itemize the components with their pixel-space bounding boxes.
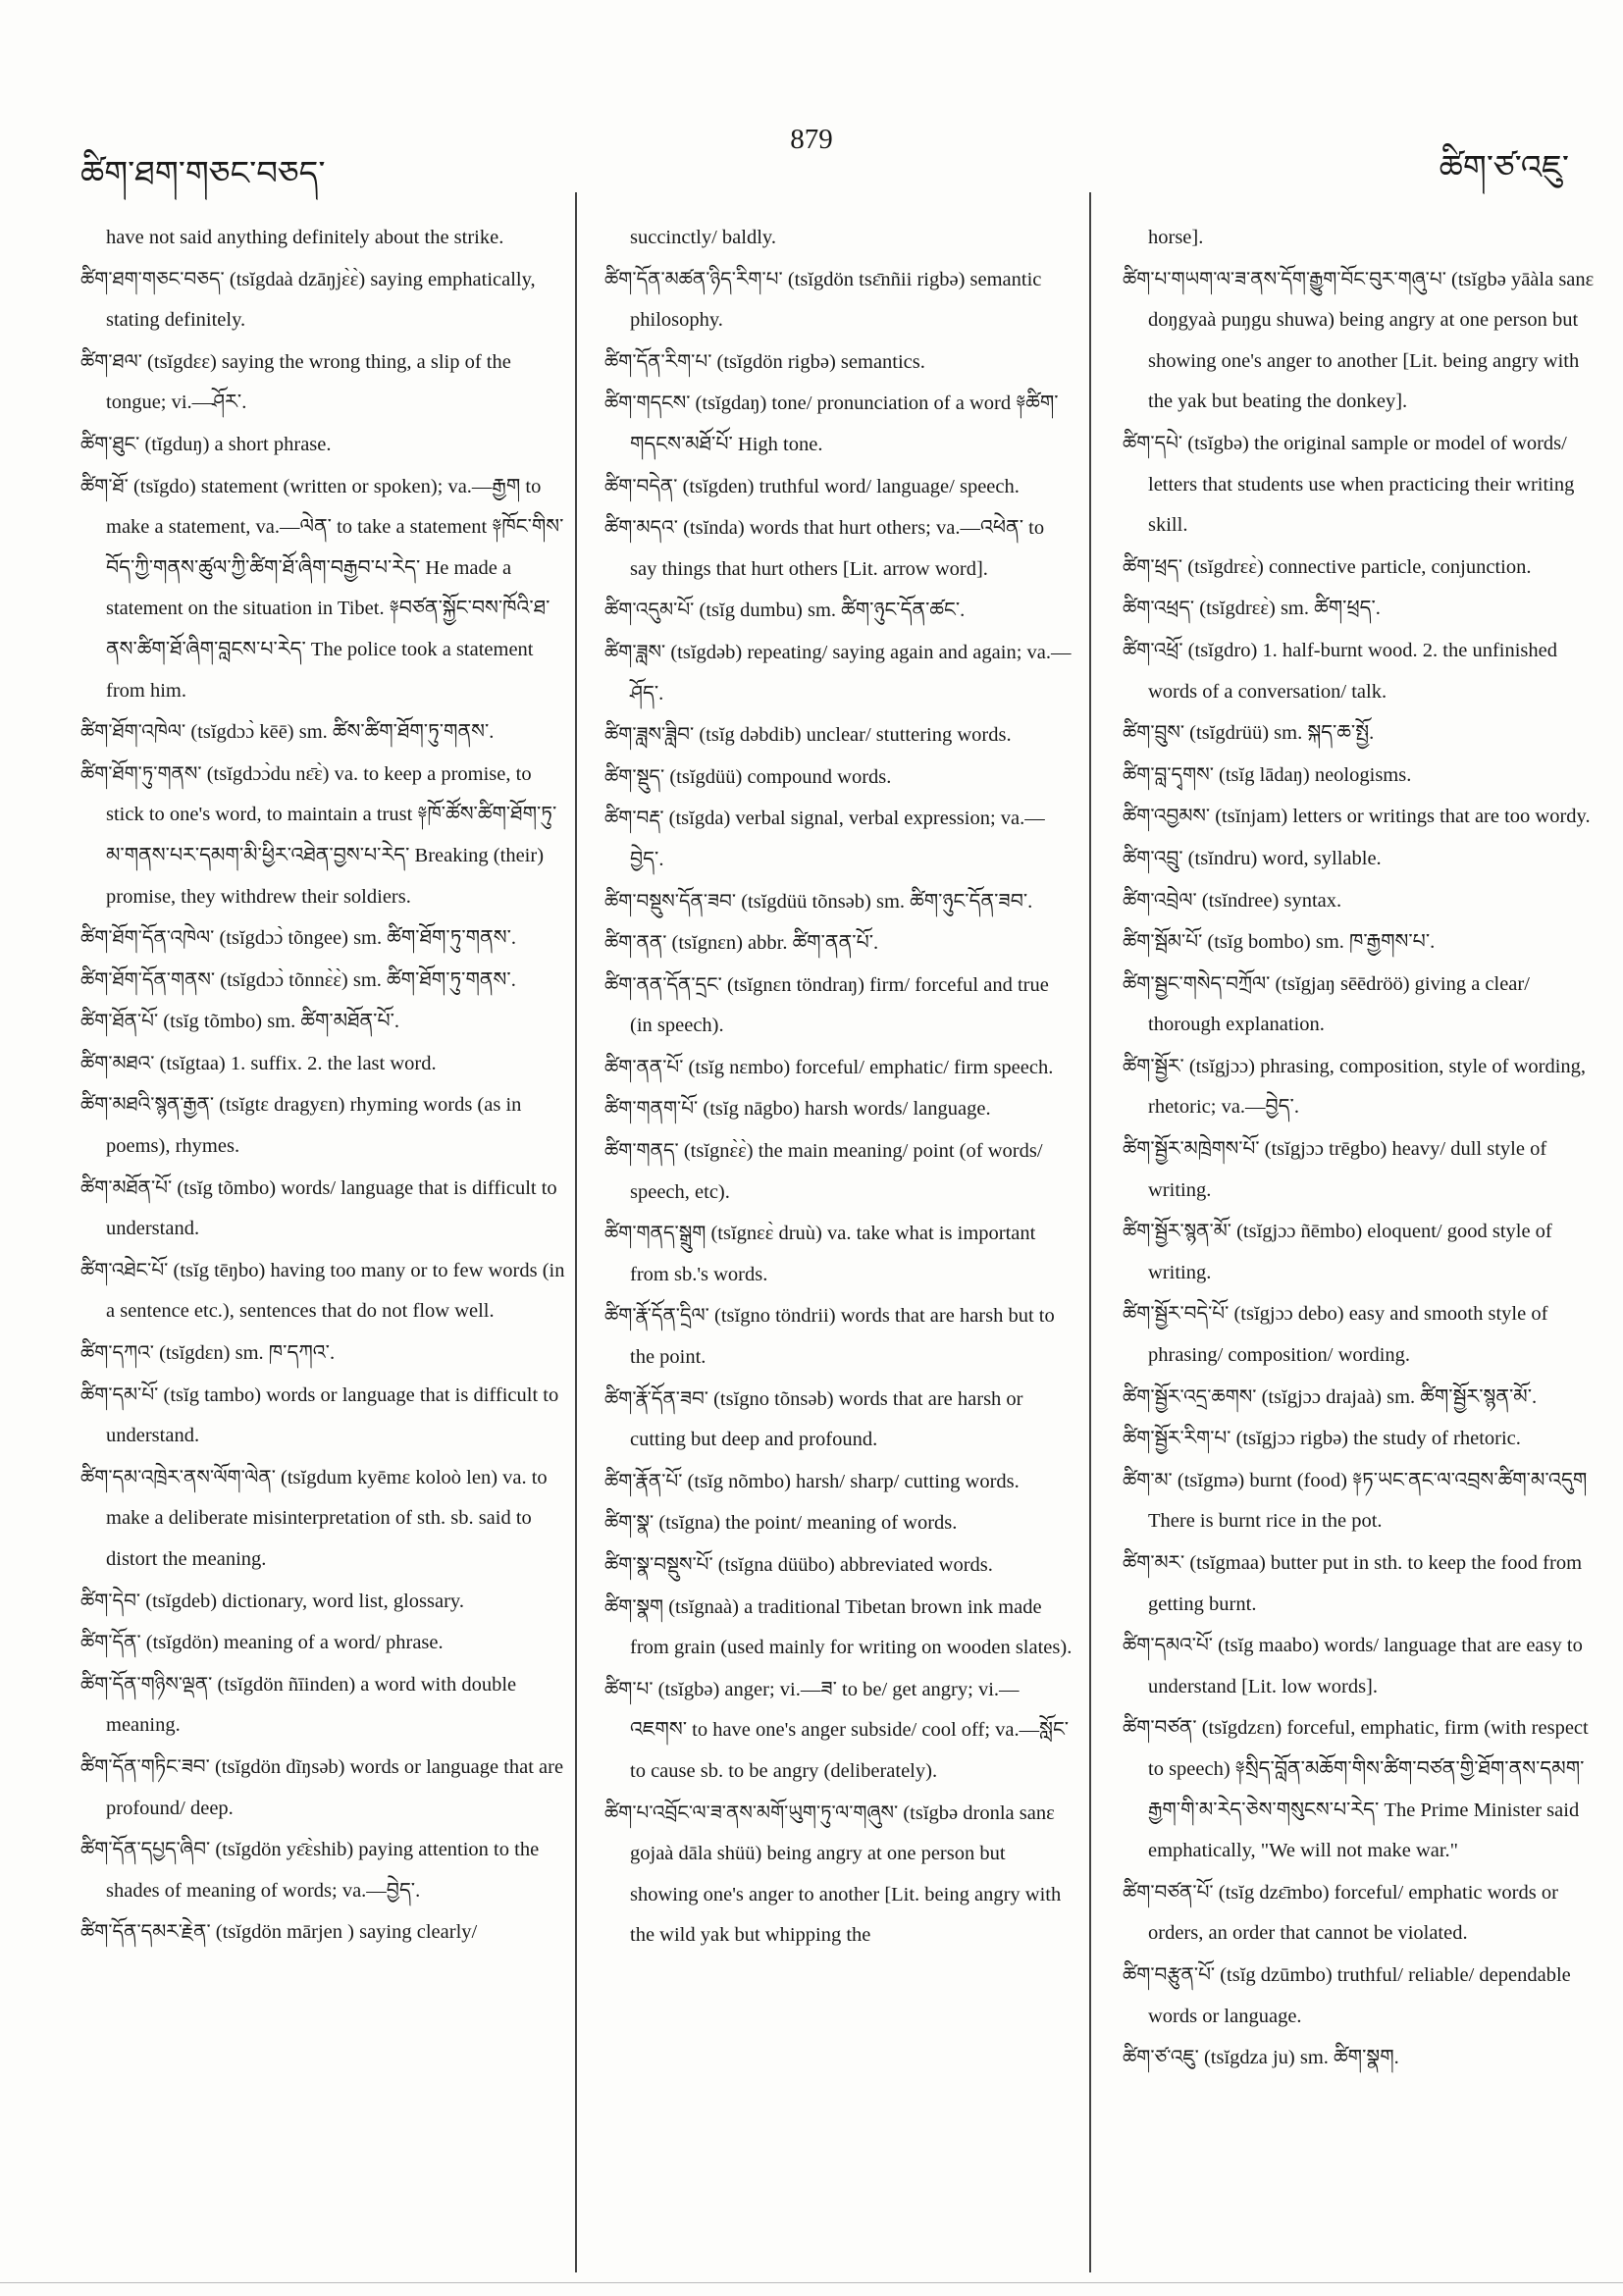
- entry-headword: ཚིག་འཕྲད་: [1123, 596, 1195, 620]
- page-number: 879: [790, 124, 833, 155]
- entry-headword: ཚིག་ཙ་འཇུ་: [1123, 2045, 1199, 2069]
- dictionary-entry: [604, 1793, 1073, 1957]
- entry-definition: (tsĭgdza ju) sm. ཚིག་སྣག.: [1198, 2047, 1399, 2069]
- dictionary-entry: [604, 1587, 1073, 1669]
- entry-definition: (tsĭgdüü) compound words.: [664, 765, 892, 788]
- entry-definition: (tsĭgda) verbal signal, verbal expression; va.—བྱེད་.: [630, 808, 1045, 870]
- dictionary-entry: [604, 798, 1073, 880]
- entry-definition: (tsĭgdön rigbə) semantics.: [711, 350, 925, 373]
- entry-definition: (tsĭg nāgbo) harsh words/ language.: [698, 1098, 991, 1121]
- dictionary-entry: [604, 922, 1073, 965]
- entry-headword: ཚིག་སྦྱོར་: [1123, 1053, 1184, 1077]
- dictionary-entry: [80, 466, 567, 712]
- entry-headword: ཚིག་མ་: [1123, 1467, 1173, 1491]
- entry-definition: (tsĭgjɔɔ rigbə) the study of rhetoric.: [1230, 1428, 1521, 1450]
- entry-definition: (tsĭnjam) letters or writings that are too wordy.: [1210, 806, 1591, 828]
- dictionary-entry: [1123, 755, 1599, 797]
- entry-headword: ཚིག་དོན་རིག་པ་: [604, 348, 712, 373]
- entry-headword: ཚིག་བྲུས་: [1123, 720, 1185, 745]
- entry-headword: ཚིག་རྣོ་དོན་དྲིལ་: [604, 1303, 709, 1328]
- dictionary-entry: [1123, 423, 1599, 547]
- dictionary-entry: [1123, 218, 1599, 259]
- entry-headword: ཚིག་སྦྱོར་འདྲ་ཆགས་: [1123, 1383, 1257, 1408]
- entry-definition: (tsĭgjɔɔ) phrasing, composition, style of wording, rhetoric; va.—བྱེད་.: [1148, 1055, 1587, 1119]
- entry-headword: ཚིག་ཐོག་ཏུ་གནས་: [80, 760, 202, 785]
- entry-headword: ཚིག་གནད་སྒྲུག: [604, 1221, 707, 1245]
- entry-headword: ཚིག་མཐའི་སྙན་རྒྱན་: [80, 1092, 215, 1117]
- entry-headword: ཚིག་རྣོ་དོན་ཟབ་: [604, 1385, 708, 1410]
- entry-headword: ཚིག་སྦྱོར་སྙན་མོ་: [1123, 1219, 1231, 1243]
- entry-definition: (tsĭgdum kyēmɛ koloò len) va. to make a deliberate misinterpretation of sth. sb. said to distort the meaning.: [106, 1466, 548, 1570]
- entry-headword: ཚིག་ཐོག་དོན་འཁེལ་: [80, 925, 215, 950]
- dictionary-entry: [1123, 1418, 1599, 1460]
- entry-definition: (tsĭgbə) anger; vi.—ཟ་ to be/ get angry; vi.—འཇགས་ to have one's anger subside/ cool off; va.—སློང་ to cause sb. to be angry (deliberately).: [630, 1678, 1070, 1782]
- column-2: [604, 218, 1073, 2267]
- entry-headword: ཚིག་འབྲུ་: [1123, 845, 1183, 869]
- entry-definition: (tsĭnda) words that hurt others; va.—འཕེན་ to say things that hurt others [Lit. arrow word].: [630, 517, 1045, 580]
- dictionary-entry: [604, 218, 1073, 259]
- dictionary-entry: [80, 1747, 567, 1829]
- entry-headword: ཚིག་བདེན་: [604, 473, 678, 497]
- entry-headword: ཚིག་པ་གཡག་ལ་ཟ་ནས་དོག་རྒྱུག་བོང་བུར་གཞུ་པ་: [1123, 266, 1446, 290]
- entry-headword: ཚིག་ཐལ་: [80, 348, 142, 373]
- entry-definition: (tsĭgdön ñīinden) a word with double meaning.: [106, 1673, 517, 1737]
- dictionary-entry: [1123, 964, 1599, 1046]
- dictionary-entry: [604, 965, 1073, 1047]
- entry-headword: ཚིག་པ་འབྲོང་ལ་ཟ་ནས་མགོ་ཡུག་ཏུ་ལ་གཞུས་: [604, 1800, 899, 1824]
- entry-headword: ཚིག་ཐོ་: [80, 473, 129, 497]
- entry-headword: ཚིག་སྣག: [604, 1593, 664, 1618]
- entry-definition: (tsĭgjɔɔ debo) easy and smooth style of phrasing/ composition/ wording.: [1148, 1303, 1548, 1367]
- dictionary-entry: [604, 1130, 1073, 1213]
- dictionary-entry: [80, 1581, 567, 1623]
- entry-definition: have not said anything definitely about the strike.: [106, 227, 504, 248]
- entry-headword: ཚིག་དོན་གཏིང་ཟབ་: [80, 1753, 210, 1778]
- dictionary-entry: [604, 1669, 1073, 1793]
- entry-headword: ཚིག་གདངས་: [604, 391, 691, 415]
- entry-definition: (tsĭgden) truthful word/ language/ speech.: [677, 475, 1020, 497]
- entry-definition: (tsĭg nɛmbo) forceful/ emphatic/ firm speech.: [683, 1056, 1054, 1078]
- entry-headword: ཚིག་ཟླས་: [604, 639, 666, 663]
- column-1: [80, 218, 567, 2267]
- entry-definition: (tsĭgnɛn töndraŋ) firm/ forceful and true (in speech).: [630, 973, 1049, 1037]
- entry-headword: ཚིག་དོན་དམར་རྗེན་: [80, 1919, 211, 1944]
- entry-definition: (tsĭgdəb) repeating/ saying again and again; va.—ཤོད་.: [630, 641, 1072, 704]
- entry-headword: ཚིག་མཐའ་: [80, 1050, 155, 1074]
- entry-definition: (tsĭgno tõnsəb) words that are harsh or cutting but deep and profound.: [630, 1387, 1023, 1451]
- entry-definition: (tsĭgdro) 1. half-burnt wood. 2. the unfinished words of a conversation/ talk.: [1148, 639, 1558, 703]
- entry-definition: (tsĭgdrüü) sm. སྐད་ཆ་སྤྱོ.: [1184, 722, 1375, 745]
- entry-headword: ཚིག་སྡུད་: [604, 763, 665, 788]
- entry-headword: ཚིག་བཙན་པོ་: [1123, 1879, 1214, 1904]
- entry-definition: (tsĭgdɔɔ̀du nɛ̄ɛ̀) va. to keep a promise, to stick to one's word, to maintain a trust ༈ཁོ་ཚོས་ཚིག་ཐོག་ཏུ་མ་གནས་པར་དམག་མི་ཕྱིར་འཐེན་བྱས་པ་རེད་ Breaking (their) promise, they withdrew their soldiers.: [106, 762, 557, 908]
- entry-definition: (tsĭgdüü tõnsəb) sm. ཚིག་ཉུང་དོན་ཟབ་.: [736, 890, 1033, 913]
- entry-headword: ཚིག་སྦྱོར་མཁྲེགས་པོ་: [1123, 1136, 1260, 1161]
- page-header: [0, 0, 1623, 193]
- entry-definition: (tsĭgmaa) butter put in sth. to keep the food from getting burnt.: [1148, 1552, 1583, 1615]
- dictionary-entry: [80, 960, 567, 1002]
- entry-definition: (tsĭg nõmbo) harsh/ sharp/ cutting words.: [682, 1470, 1020, 1492]
- entry-definition: (tsĭgdeb) dictionary, word list, glossary.: [140, 1590, 464, 1612]
- entry-definition: (tsĭgjɔɔ ñēmbo) eloquent/ good style of writing.: [1148, 1221, 1552, 1283]
- entry-headword: ཚིག་འབྱམས་: [1123, 804, 1211, 828]
- dictionary-entry: [80, 1332, 567, 1375]
- entry-headword: ཚིག་ནན་: [604, 930, 667, 955]
- dictionary-entry: [1123, 1211, 1599, 1293]
- entry-definition: (tsĭgdön dĩŋsəb) words or language that are profound/ deep.: [106, 1755, 564, 1819]
- dictionary-entry: [604, 1502, 1073, 1544]
- entry-definition: (tsĭg maabo) words/ language that are easy to understand [Lit. low words].: [1148, 1635, 1583, 1697]
- entry-definition: (tsĭgbə yāàla sanɛ doŋgyaà puŋgu shuwa) being angry at one person but showing one's anger to another [Lit. being angry with the yak but beating the donkey].: [1148, 268, 1595, 413]
- entry-headword: ཚིག་སྣ་བསྡུས་པོ་: [604, 1552, 713, 1576]
- column-3: [1123, 218, 1599, 2267]
- entry-definition: (tsĭg tõmbo) words/ language that is difficult to understand.: [106, 1176, 557, 1240]
- entry-definition: (tsĭgtɛ dragyɛn) rhyming words (as in poems), rhymes.: [106, 1094, 522, 1158]
- dictionary-entry: [80, 1375, 567, 1457]
- entry-headword: ཚིག་ཐོག་དོན་གནས་: [80, 966, 216, 991]
- dictionary-entry: [604, 1544, 1073, 1587]
- entry-definition: (tsĭgjaŋ sēēdröö) giving a clear/ thorough explanation.: [1148, 972, 1530, 1036]
- dictionary-entry: [604, 714, 1073, 757]
- entry-headword: ཚིག་བསྡུས་དོན་ཟབ་: [604, 888, 737, 913]
- entry-headword: ཚིག་འདུམ་པོ་: [604, 598, 695, 622]
- column-divider: [575, 192, 577, 2272]
- dictionary-entry: [1123, 838, 1599, 880]
- entry-headword: ཚིག་དོན་གཉིས་ལྡན་: [80, 1671, 213, 1696]
- entry-definition: (tsĭg dzɛ̄mbo) forceful/ emphatic words or orders, an order that cannot be violated.: [1148, 1881, 1558, 1945]
- dictionary-entry: [1123, 1625, 1599, 1707]
- dictionary-entry: [604, 632, 1073, 714]
- dictionary-entry: [604, 1088, 1073, 1130]
- entry-headword: ཚིག་ཐོག་འཁེལ་: [80, 719, 186, 744]
- dictionary-entry: [604, 507, 1073, 590]
- entry-headword: ཚིག་ཟླས་ཟླིབ་: [604, 722, 695, 747]
- dictionary-entry: [604, 1047, 1073, 1089]
- dictionary-entry: [1123, 712, 1599, 755]
- entry-headword: ཚིག་དམ་འཁྲེར་ནས་ལོག་ལེན་: [80, 1464, 276, 1488]
- entry-definition: (tsĭgdön tsɛ̄nñii rigbə) semantic philosophy.: [630, 268, 1042, 332]
- dictionary-entry: [1123, 1128, 1599, 1211]
- column-divider: [1089, 192, 1091, 2272]
- entry-definition: (tsĭgdön mārjen ) saying clearly/: [210, 1921, 478, 1944]
- entry-headword: ཚིག་ནན་པོ་: [604, 1054, 684, 1078]
- entry-definition: (tsĭgjɔɔ trēgbo) heavy/ dull style of writing.: [1148, 1138, 1547, 1201]
- dictionary-entry: [604, 341, 1073, 384]
- entry-headword: ཚིག་བླ་དྭགས་: [1123, 761, 1214, 786]
- entry-headword: ཚིག་ནན་དོན་དྲང་: [604, 971, 722, 996]
- entry-headword: ཚིག་བཙན་: [1123, 1715, 1197, 1740]
- entry-headword: ཚིག་དོན་དཔྱད་ཞིབ་: [80, 1837, 211, 1861]
- entry-definition: (tsĭgbə) the original sample or model of words/ letters that students use when practicing their writing skill.: [1148, 432, 1575, 537]
- dictionary-entry: [80, 1043, 567, 1085]
- dictionary-entry: [80, 1084, 567, 1167]
- dictionary-entry: [604, 1295, 1073, 1378]
- entry-headword: ཚིག་དམའ་པོ་: [1123, 1633, 1213, 1657]
- dictionary-entry: [80, 1622, 567, 1664]
- dictionary-entry: [604, 1213, 1073, 1295]
- entry-definition: (tsĭgjɔɔ drajaà) sm. ཚིག་སྦྱོར་སྙན་མོ་.: [1256, 1385, 1538, 1408]
- dictionary-entry: [80, 259, 567, 341]
- dictionary-entry: [1123, 1046, 1599, 1128]
- dictionary-entry: [80, 1664, 567, 1747]
- entry-definition: (tsĭgdaŋ) tone/ pronunciation of a word ༈ཚིག་གདངས་མཐོ་པོ་ High tone.: [630, 392, 1059, 455]
- dictionary-entry: [604, 383, 1073, 465]
- entry-definition: (tsĭgna düübo) abbreviated words.: [712, 1554, 993, 1576]
- entry-definition: (tsĭndree) syntax.: [1196, 889, 1342, 912]
- entry-headword: ཚིག་སྦོམ་པོ་: [1123, 929, 1203, 954]
- entry-definition: (tsĭgdzɛn) forceful, emphatic, firm (with respect to speech) ༈སྲིད་བློན་མཆོག་གིས་ཚིག་བཙན་གྱི་ཐོག་ནས་དམག་རྒྱག་གི་མ་རེད་ཅེས་གསུངས་པ་རེད་ The Prime Minister said emphatically, "We will not make war.": [1148, 1717, 1589, 1862]
- dictionary-entry: [1123, 588, 1599, 630]
- dictionary-entry: [1123, 796, 1599, 838]
- dictionary-entry: [604, 259, 1073, 341]
- running-head-right: ཚིག་ཙ་འཇུ་: [1439, 148, 1569, 187]
- dictionary-entry: [80, 424, 567, 466]
- entry-headword: ཚིག་དེབ་: [80, 1588, 141, 1612]
- entry-headword: ཚིག་ཕྲད་: [1123, 553, 1183, 578]
- running-head-left: ཚིག་ཐག་གཅང་བཅད་: [80, 154, 326, 193]
- entry-headword: ཚིག་ཐོན་པོ་: [80, 1009, 159, 1033]
- entry-definition: horse].: [1148, 227, 1204, 248]
- entry-definition: (tsĭgnɛɛ̀ druù) va. take what is important from sb.'s words.: [630, 1223, 1036, 1285]
- entry-headword: ཚིག་ཐུང་: [80, 431, 140, 455]
- entry-headword: ཚིག་སྦྱོར་རིག་པ་: [1123, 1426, 1231, 1450]
- dictionary-entry: [604, 1379, 1073, 1461]
- dictionary-entry: [80, 754, 567, 917]
- entry-definition: (tsĭg dumbu) sm. ཚིག་ཉུང་དོན་ཚང་.: [694, 600, 966, 622]
- dictionary-entry: [1123, 1460, 1599, 1542]
- entry-definition: (tsĭgna) the point/ meaning of words.: [654, 1512, 958, 1535]
- dictionary-entry: [1123, 1542, 1599, 1625]
- dictionary-entry: [1123, 1872, 1599, 1955]
- dictionary-entry: [80, 1829, 567, 1911]
- dictionary-entry: [80, 218, 567, 259]
- entry-definition: (tsĭgdrɛɛ̀) sm. ཚིག་ཕྲད་.: [1194, 598, 1381, 620]
- entry-definition: (tĭgduŋ) a short phrase.: [139, 433, 332, 455]
- entry-headword: ཚིག་དོན་: [80, 1630, 141, 1654]
- entry-headword: ཚིག་རྣོན་པོ་: [604, 1468, 683, 1492]
- entry-definition: (tsĭg lādaŋ) neologisms.: [1213, 763, 1412, 786]
- dictionary-entry: [1123, 547, 1599, 589]
- entry-definition: (tsĭndru) word, syllable.: [1182, 847, 1382, 869]
- dictionary-entry: [604, 757, 1073, 799]
- entry-headword: ཚིག་མདའ་: [604, 515, 678, 540]
- dictionary-entry: [80, 1001, 567, 1043]
- dictionary-entry: [1123, 1377, 1599, 1419]
- entry-headword: ཚིག་འཐེང་པོ་: [80, 1257, 169, 1281]
- entry-definition: (tsĭgnɛn) abbr. ཚིག་ནན་པོ་.: [666, 932, 879, 955]
- entry-headword: ཚིག་སྦྱོར་བདེ་པོ་: [1123, 1301, 1230, 1326]
- dictionary-entry: [1123, 630, 1599, 712]
- entry-definition: (tsĭgdɔɔ̀ tõngee) sm. ཚིག་ཐོག་ཏུ་གནས་.: [214, 927, 517, 950]
- entry-definition: (tsĭgdön yɛ̄ɛ̀shib) paying attention to the shades of meaning of words; va.—བྱེད་.: [106, 1839, 540, 1902]
- dictionary-entry: [1123, 880, 1599, 922]
- entry-definition: (tsĭg dzūmbo) truthful/ reliable/ dependable words or language.: [1148, 1963, 1571, 2027]
- entry-definition: (tsĭgdɔɔ̀ kēē) sm. ཚིས་ཚིག་ཐོག་ཏུ་གནས་.: [185, 721, 495, 744]
- entry-headword: ཚིག་འབྲེལ་: [1123, 887, 1197, 912]
- entry-definition: (tsĭgdrɛɛ̀) connective particle, conjunction.: [1182, 555, 1532, 578]
- entry-headword: ཚིག་དམ་པོ་: [80, 1382, 159, 1406]
- dictionary-entry: [604, 881, 1073, 923]
- entry-headword: ཚིག་དཀའ་: [80, 1340, 154, 1365]
- entry-headword: ཚིག་སྣ་: [604, 1510, 654, 1535]
- entry-headword: ཚིག་མར་: [1123, 1550, 1185, 1574]
- entry-definition: (tsĭgdön) meaning of a word/ phrase.: [140, 1632, 444, 1654]
- entry-definition: (tsĭgdaà dzāŋjɛ̀ɛ̀) saying emphatically, stating definitely.: [106, 268, 536, 332]
- dictionary-entry: [1123, 2037, 1599, 2079]
- entry-headword: ཚིག་དཔེ་: [1123, 430, 1183, 454]
- dictionary-entry: [80, 1168, 567, 1250]
- scan-edge: [0, 2282, 1623, 2283]
- entry-headword: ཚིག་བརྩུན་པོ་: [1123, 1961, 1216, 1986]
- entry-definition: (tsĭgnɛ̀ɛ̀) the main meaning/ point (of words/ speech, etc).: [630, 1140, 1043, 1203]
- entry-definition: (tsĭgno töndrii) words that are harsh but to the point.: [630, 1305, 1055, 1369]
- entry-headword: ཚིག་མཐོན་པོ་: [80, 1174, 173, 1199]
- dictionary-entry: [80, 1250, 567, 1332]
- dictionary-entry: [80, 711, 567, 754]
- dictionary-entry: [80, 917, 567, 960]
- entry-definition: (tsĭg tēŋbo) having too many or to few words (in a sentence etc.), sentences that do not flow well.: [106, 1259, 565, 1323]
- entry-definition: (tsĭg dəbdib) unclear/ stuttering words.: [694, 724, 1012, 747]
- dictionary-entry: [80, 341, 567, 424]
- dictionary-entry: [1123, 921, 1599, 964]
- entry-headword: ཚིག་དོན་མཚན་ཉིད་རིག་པ་: [604, 266, 783, 290]
- entry-definition: (tsĭgnaà) a traditional Tibetan brown ink made from grain (used mainly for writing on wooden slates).: [630, 1595, 1073, 1659]
- entry-headword: ཚིག་གནད་: [604, 1138, 679, 1163]
- dictionary-entry: [604, 466, 1073, 508]
- dictionary-entry: [80, 1911, 567, 1954]
- entry-definition: (tsĭgdɛn) sm. ཁ་དཀའ་.: [153, 1342, 336, 1365]
- dictionary-entry: [80, 1457, 567, 1581]
- dictionary-entry: [604, 1461, 1073, 1503]
- entry-definition: (tsĭgmə) burnt (food) ༈ཏ་ཡང་ནང་ལ་འབྲས་ཚིག་མ་འདུག There is burnt rice in the pot.: [1148, 1469, 1588, 1533]
- dictionary-entry: [1123, 1707, 1599, 1871]
- entry-headword: ཚིག་ཐག་གཅང་བཅད་: [80, 266, 225, 290]
- entry-definition: (tsĭgdɛɛ) saying the wrong thing, a slip of the tongue; vi.—ཤོར་.: [106, 350, 511, 414]
- entry-definition: (tsĭg bombo) sm. ཁ་རྒྱགས་པ་.: [1202, 931, 1436, 954]
- entry-definition: (tsĭgtaa) 1. suffix. 2. the last word.: [154, 1052, 437, 1074]
- dictionary-entry: [1123, 1293, 1599, 1376]
- entry-headword: ཚིག་པ་: [604, 1676, 654, 1700]
- entry-definition: succinctly/ baldly.: [630, 227, 776, 248]
- dictionary-entry: [1123, 259, 1599, 423]
- entry-definition: (tsĭg tambo) words or language that is difficult to understand.: [106, 1383, 559, 1447]
- dictionary-entry: [1123, 1955, 1599, 2037]
- entry-headword: ཚིག་གནག་པོ་: [604, 1096, 699, 1121]
- entry-definition: (tsĭgdo) statement (written or spoken); va.—རྒྱག to make a statement, va.—ལེན་ to take a statement ༈ཁོང་གིས་བོད་ཀྱི་གནས་ཚུལ་ཀྱི་ཚིག་ཐོ་ཞིག་བརྒྱབ་པ་རེད་ He made a statement on the situation in Tibet. ༈བཙན་སྐྱོང་བས་ཁོའི་ཐ་ནས་ཚིག་ཐོ་ཞིག་བླངས་པ་རེད་ The police took a statement from him.: [106, 475, 564, 702]
- dictionary-entry: [604, 590, 1073, 632]
- entry-headword: ཚིག་འཕྲོ་: [1123, 637, 1183, 661]
- entry-headword: ཚིག་བརྡ་: [604, 806, 664, 830]
- entry-definition: (tsĭgdɔɔ̀ tõnnɛ̀ɛ̀) sm. ཚིག་ཐོག་ཏུ་གནས་.: [215, 968, 516, 991]
- entry-definition: (tsĭg tõmbo) sm. ཚིག་མཐོན་པོ་.: [158, 1011, 400, 1033]
- entry-definition: (tsĭgbə dronla sanɛ gojaà dāla shüü) being angry at one person but showing one's anger to another [Lit. being angry with the wild yak but whipping the: [630, 1801, 1062, 1947]
- entry-headword: ཚིག་སྦྱང་གསེད་བཀྲོལ་: [1123, 970, 1271, 995]
